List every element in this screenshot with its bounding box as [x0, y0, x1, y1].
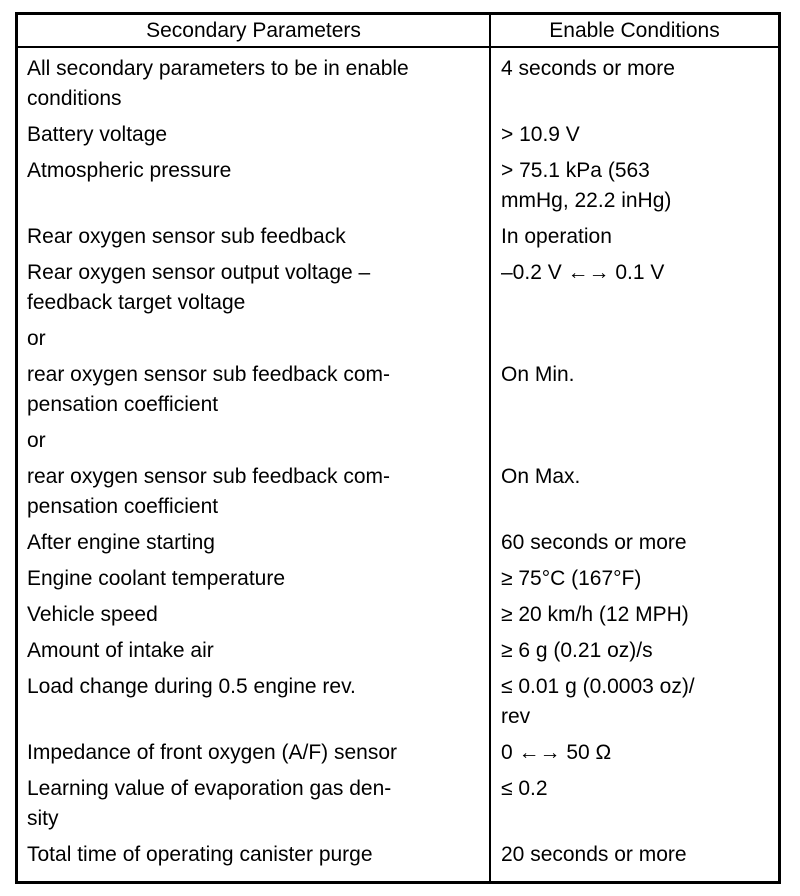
table-row — [18, 258, 778, 318]
condition-cell: ≥ 6 g (0.21 oz)/s — [501, 639, 653, 662]
table-row — [18, 462, 778, 522]
table-row — [18, 636, 778, 666]
param-cell: Engine coolant temperature — [27, 567, 285, 590]
header-enable-conditions: Enable Conditions — [549, 19, 720, 42]
table-body — [18, 54, 778, 870]
table-header — [18, 15, 778, 48]
table-row — [18, 120, 778, 150]
condition-cell: 60 seconds or more — [501, 531, 687, 554]
param-cell: After engine starting — [27, 531, 215, 554]
param-cell: Battery voltage — [27, 123, 168, 146]
condition-cell: 20 seconds or more — [501, 843, 687, 866]
param-cell: or — [27, 327, 46, 350]
table-row — [18, 774, 778, 834]
table-row — [18, 426, 778, 456]
condition-cell: > 10.9 V — [501, 123, 580, 146]
condition-cell: 4 seconds or more — [501, 57, 675, 80]
condition-cell: On Max. — [501, 465, 581, 488]
table-row — [18, 528, 778, 558]
condition-cell: –0.2 V ←→ 0.1 V — [501, 261, 665, 284]
param-cell: Rear oxygen sensor sub feedback — [27, 225, 346, 248]
condition-cell: ≥ 20 km/h (12 MPH) — [501, 603, 689, 626]
table-row — [18, 156, 778, 216]
param-cell: Learning value of evaporation gas den- sity — [27, 777, 392, 830]
table-row — [18, 54, 778, 114]
table-row — [18, 360, 778, 420]
condition-cell: On Min. — [501, 363, 575, 386]
param-cell: Rear oxygen sensor output voltage – feedback target voltage — [27, 261, 371, 314]
param-cell: or — [27, 429, 46, 452]
header-secondary-parameters: Secondary Parameters — [146, 19, 361, 42]
condition-cell: 0 ←→ 50 Ω — [501, 741, 612, 764]
condition-cell: ≤ 0.01 g (0.0003 oz)/ rev — [501, 675, 695, 728]
table-row — [18, 324, 778, 354]
table-row — [18, 840, 778, 870]
param-cell: All secondary parameters to be in enable conditions — [27, 57, 409, 110]
condition-cell — [489, 426, 778, 456]
param-cell: rear oxygen sensor sub feedback com- pensation coefficient — [27, 465, 391, 518]
param-cell: Total time of operating canister purge — [27, 843, 373, 866]
condition-cell: ≤ 0.2 — [501, 777, 548, 800]
param-cell: Amount of intake air — [27, 639, 214, 662]
condition-cell: > 75.1 kPa (563 mmHg, 22.2 inHg) — [501, 159, 672, 212]
param-cell: Impedance of front oxygen (A/F) sensor — [27, 741, 398, 764]
condition-cell — [489, 324, 778, 354]
condition-cell: ≥ 75°C (167°F) — [501, 567, 642, 590]
table-row — [18, 672, 778, 732]
table-row — [18, 600, 778, 630]
param-cell: Vehicle speed — [27, 603, 158, 626]
param-cell: Load change during 0.5 engine rev. — [27, 675, 356, 698]
param-cell: rear oxygen sensor sub feedback com- pensation coefficient — [27, 363, 391, 416]
table-row — [18, 222, 778, 252]
parameters-table — [15, 12, 781, 884]
table-row — [18, 738, 778, 768]
table-row — [18, 564, 778, 594]
param-cell: Atmospheric pressure — [27, 159, 232, 182]
condition-cell: In operation — [501, 225, 612, 248]
